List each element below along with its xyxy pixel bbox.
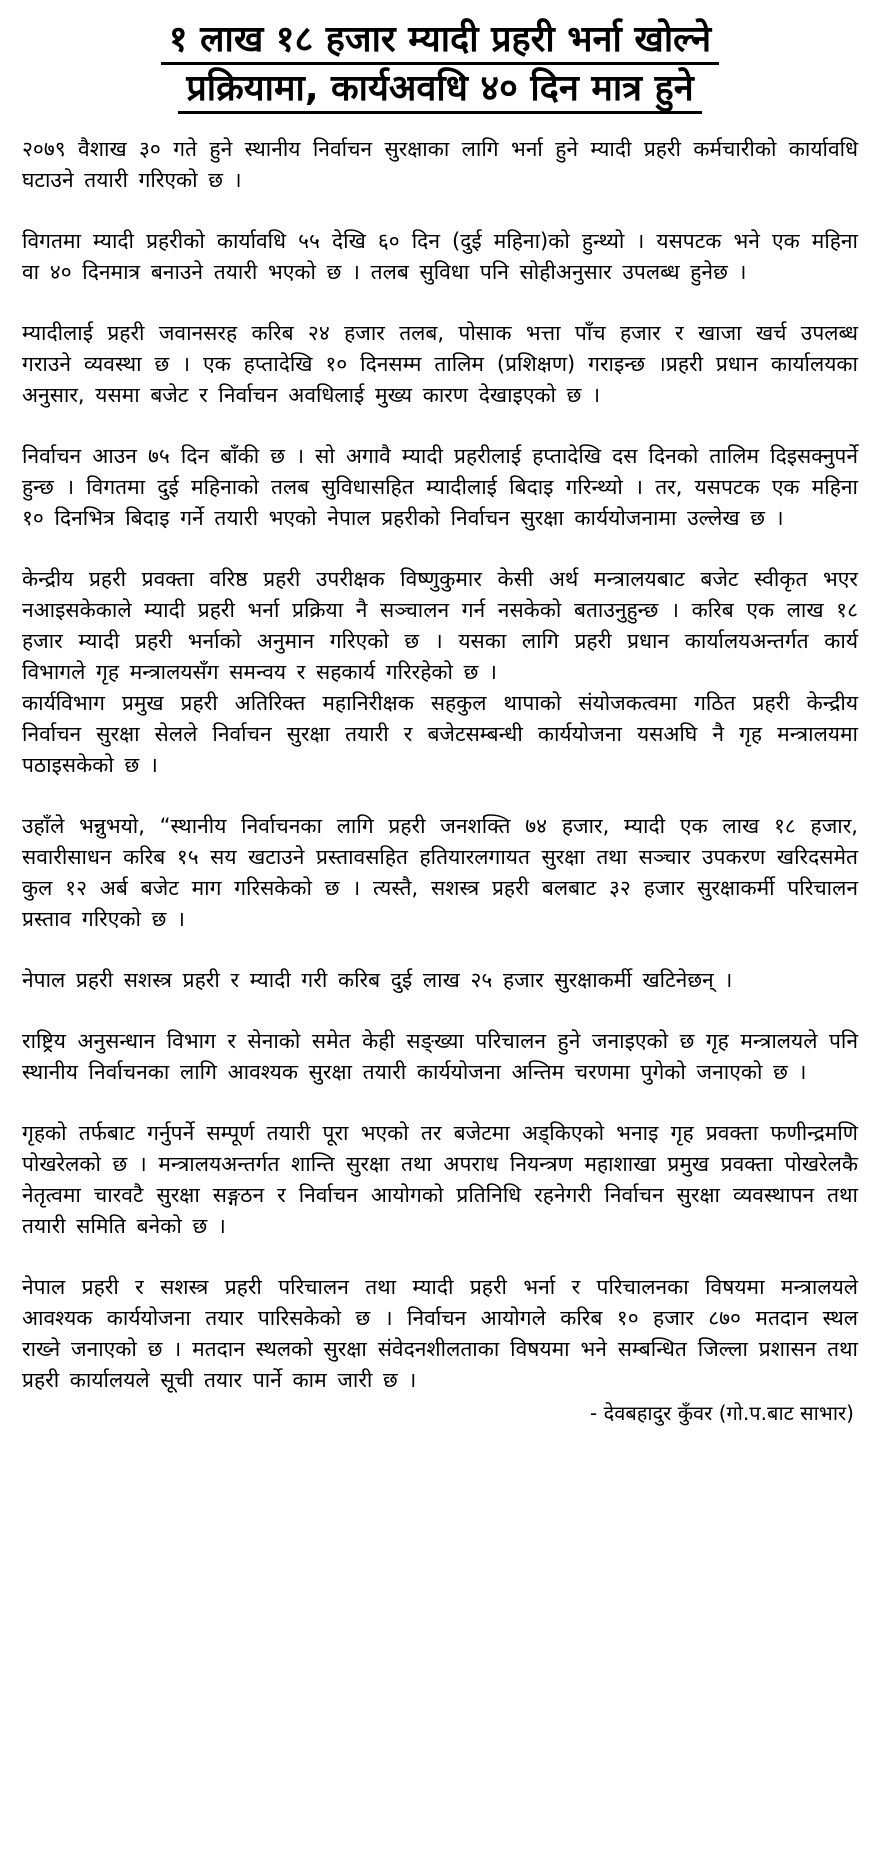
- paragraph-2: विगतमा म्यादी प्रहरीको कार्यावधि ५५ देखि ६० दिन (दुई महिना)को हुन्थ्यो । यसपटक भने एक महिना वा ४० दिनमात्र बनाउने तयारी भएको छ । तलब सुविधा पनि सोहीअनुसार उपलब्ध हुनेछ ।: [22, 229, 858, 284]
- paragraph-9: राष्ट्रिय अनुसन्धान विभाग र सेनाको समेत केही सङ्ख्या परिचालन हुने जनाइएको छ गृह मन्त्रालयले पनि स्थानीय निर्वाचनका लागि आवश्यक सुरक्षा तयारी कार्ययोजना अन्तिम चरणमा पुगेको जनाएको छ ।: [22, 1029, 858, 1084]
- paragraph-7: उहाँले भन्नुभयो, “स्थानीय निर्वाचनका लागि प्रहरी जनशक्ति ७४ हजार, म्यादी एक लाख १८ हजार, सवारीसाधन करिब १५ सय खटाउने प्रस्तावसहित हतियारलगायत सुरक्षा तथा सञ्चार उपकरण खरिदसमेत कुल १२ अर्ब बजेट माग गरिसकेको छ । त्यस्तै, सशस्त्र प्रहरी बलबाट ३२ हजार सुरक्षाकर्मी परिचालन प्रस्ताव गरिएको छ ।: [22, 814, 858, 931]
- headline-line-1: १ लाख १८ हजार म्यादी प्रहरी भर्ना खोल्ने: [161, 18, 719, 65]
- article-headline: [22, 18, 858, 116]
- paragraph-6: कार्यविभाग प्रमुख प्रहरी अतिरिक्त महानिरीक्षक सहकुल थापाको संयोजकत्वमा गठित प्रहरी केन्द्रीय निर्वाचन सुरक्षा सेलले निर्वाचन सुरक्षा तयारी र बजेटसम्बन्धी कार्ययोजना यसअघि नै गृह मन्त्रालयमा पठाइसकेको छ ।: [22, 691, 858, 777]
- article-body: [22, 134, 858, 1396]
- paragraph-1: २०७९ वैशाख ३० गते हुने स्थानीय निर्वाचन सुरक्षाका लागि भर्ना हुने म्यादी प्रहरी कर्मचारीको कार्यावधि घटाउने तयारी गरिएको छ ।: [22, 137, 858, 192]
- paragraph-10: गृहको तर्फबाट गर्नुपर्ने सम्पूर्ण तयारी पूरा भएको तर बजेटमा अड्किएको भनाइ गृह प्रवक्ता फणीन्द्रमणि पोखरेलको छ । मन्त्रालयअन्तर्गत शान्ति सुरक्षा तथा अपराध नियन्त्रण महाशाखा प्रमुख प्रवक्ता पोखरेलकै नेतृत्वमा चारवटै सुरक्षा सङ्गठन र निर्वाचन आयोगको प्रतिनिधि रहनेगरी निर्वाचन सुरक्षा व्यवस्थापन तथा तयारी समिति बनेको छ ।: [22, 1121, 858, 1238]
- author-signature: - देवबहादुर कुँवर (गो.प.बाट साभार): [590, 1401, 854, 1425]
- paragraph-8: नेपाल प्रहरी सशस्त्र प्रहरी र म्यादी गरी करिब दुई लाख २५ हजार सुरक्षाकर्मी खटिनेछन् ।: [22, 968, 733, 992]
- paragraph-11: नेपाल प्रहरी र सशस्त्र प्रहरी परिचालन तथा म्यादी प्रहरी भर्ना र परिचालनका विषयमा मन्त्रालयले आवश्यक कार्ययोजना तयार पारिसकेको छ । निर्वाचन आयोगले करिब १० हजार ८७० मतदान स्थल राख्ने जनाएको छ । मतदान स्थलको सुरक्षा संवेदनशीलताका विषयमा भने सम्बन्धित जिल्ला प्रशासन तथा प्रहरी कार्यालयले सूची तयार पार्ने काम जारी छ ।: [22, 1275, 858, 1392]
- headline-line-2: प्रक्रियामा, कार्यअवधि ४० दिन मात्र हुने: [178, 67, 701, 114]
- paragraph-3: म्यादीलाई प्रहरी जवानसरह करिब २४ हजार तलब, पोसाक भत्ता पाँच हजार र खाजा खर्च उपलब्ध गराउने व्यवस्था छ । एक हप्तादेखि १० दिनसम्म तालिम (प्रशिक्षण) गराइन्छ ।प्रहरी प्रधान कार्यालयका अनुसार, यसमा बजेट र निर्वाचन अवधिलाई मुख्य कारण देखाइएको छ ।: [22, 321, 858, 407]
- paragraph-4: निर्वाचन आउन ७५ दिन बाँकी छ । सो अगावै म्यादी प्रहरीलाई हप्तादेखि दस दिनको तालिम दिइसक्नुपर्ने हुन्छ । विगतमा दुई महिनाको तलब सुविधासहित म्यादीलाई बिदाइ गरिन्थ्यो । तर, यसपटक एक महिना १० दिनभित्र बिदाइ गर्ने तयारी भएको नेपाल प्रहरीको निर्वाचन सुरक्षा कार्ययोजनामा उल्लेख छ ।: [22, 444, 858, 530]
- paragraph-5: केन्द्रीय प्रहरी प्रवक्ता वरिष्ठ प्रहरी उपरीक्षक विष्णुकुमार केसी अर्थ मन्त्रालयबाट बजेट स्वीकृत भएर नआइसकेकाले म्यादी प्रहरी भर्ना प्रक्रिया नै सञ्चालन गर्न नसकेको बताउनुहुन्छ । करिब एक लाख १८ हजार म्यादी प्रहरी भर्नाको अनुमान गरिएको छ । यसका लागि प्रहरी प्रधान कार्यालयअन्तर्गत कार्य विभागले गृह मन्त्रालयसँग समन्वय र सहकार्य गरिरहेको छ ।: [22, 567, 858, 684]
